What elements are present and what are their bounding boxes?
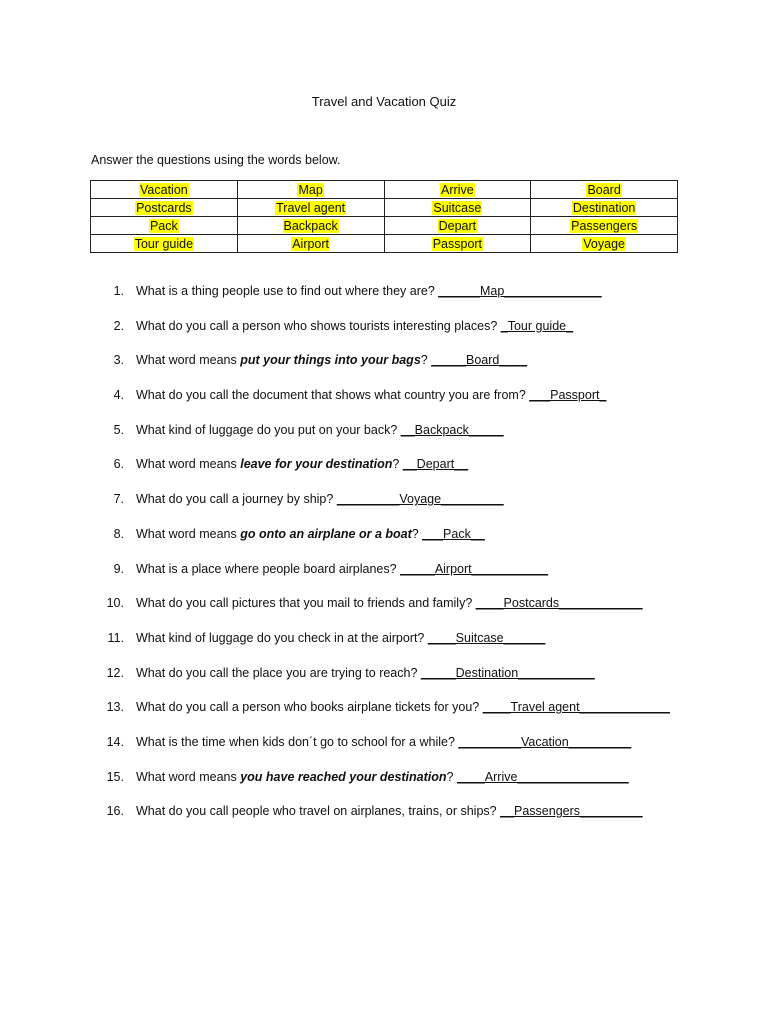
question-text: What do you call people who travel on airplanes, trains, or ships? [136,804,501,819]
question-text: What do you call a person who books airplane tickets for you? [136,700,483,715]
question-body [136,698,670,716]
highlighted-word: Board [587,182,621,197]
question-text: What is the time when kids don´t go to school for a while? [136,734,459,749]
answer-blank: __Backpack_____ [400,422,504,437]
highlighted-word: Postcards [136,200,192,215]
question-body [136,317,573,335]
answer-blank: _________Voyage_________ [336,492,504,507]
highlighted-word: Passport [432,236,483,251]
word-bank-table [90,180,678,253]
word-bank-row [91,181,678,199]
question-text: What word means [136,769,241,784]
question-body [136,664,595,682]
question-number: 4. [113,388,124,403]
question-number: 15. [106,769,124,784]
question-text-end: ? [411,526,423,541]
question-number: 6. [113,457,124,472]
answer-blank: _Tour guide_ [500,318,574,333]
question-item [0,490,768,525]
question-text: What kind of luggage do you check in at the airport? [136,630,428,645]
highlighted-word: Destination [572,200,636,215]
question-emphasis: go onto an airplane or a boat [240,526,412,541]
question-number: 7. [113,492,124,507]
highlighted-word: Voyage [583,236,625,251]
answer-blank: __Passengers_________ [500,804,643,819]
word-bank-cell [384,199,531,217]
question-text-end: ? [446,769,457,784]
word-bank-cell [531,217,678,235]
answer-blank: _____Destination___________ [420,665,595,680]
question-item [0,768,768,803]
question-text: What is a thing people use to find out where they are? [136,284,439,298]
question-item [0,698,768,733]
question-emphasis: you have reached your destination [240,769,447,784]
question-number: 14. [106,734,124,749]
highlighted-word: Travel agent [276,200,346,215]
question-number: 1. [113,284,124,298]
word-bank-row [91,217,678,235]
question-text: What word means [136,457,241,472]
question-body [136,351,527,369]
question-body [136,560,548,578]
question-item [0,455,768,490]
word-bank-cell [91,199,238,217]
answer-blank: ____Suitcase______ [427,630,546,645]
highlighted-word: Pack [149,218,178,233]
word-bank-cell [384,217,531,235]
highlighted-word: Passengers [571,218,638,233]
question-text: What do you call pictures that you mail to friends and family? [136,596,476,611]
answer-blank: _________Vacation_________ [458,734,632,749]
word-bank-cell [237,235,384,253]
question-text-end: ? [420,353,432,368]
question-number: 10. [106,596,124,611]
question-number: 2. [113,318,124,333]
question-number: 5. [113,422,124,437]
question-item [0,282,768,317]
highlighted-word: Backpack [283,218,338,233]
question-number: 8. [113,526,124,541]
highlighted-word: Arrive [441,182,474,197]
question-body [136,525,485,543]
answer-blank: _____Airport___________ [400,561,549,576]
word-bank-cell [384,235,531,253]
word-bank-cell [91,181,238,199]
answer-blank: ____Travel agent_____________ [482,700,670,715]
question-number: 12. [106,665,124,680]
word-bank-row [91,235,678,253]
question-item [0,351,768,386]
word-bank-cell [531,235,678,253]
question-text: What kind of luggage do you put on your back? [136,422,401,437]
word-bank-row [91,199,678,217]
highlighted-word: Tour guide [134,236,194,251]
question-item [0,317,768,352]
question-body [136,733,631,751]
answer-blank: ___Pack__ [422,526,485,541]
question-text: What do you call a journey by ship? [136,492,337,507]
highlighted-word: Airport [292,236,330,251]
highlighted-word: Suitcase [433,200,482,215]
answer-blank: ___Passport_ [529,388,607,403]
question-emphasis: leave for your destination [240,457,393,472]
word-bank-cell [531,181,678,199]
word-bank-cell [237,181,384,199]
question-item [0,560,768,595]
highlighted-word: Map [298,182,323,197]
answer-blank: _____Board____ [431,353,528,368]
question-number: 11. [107,630,124,645]
question-text-end: ? [392,457,403,472]
question-text: What is a place where people board airplanes? [136,561,401,576]
question-list [0,282,768,837]
word-bank-cell [531,199,678,217]
question-number: 16. [106,804,124,819]
question-item [0,386,768,421]
question-body [136,802,643,820]
question-body [136,629,545,647]
word-bank-cell [91,235,238,253]
highlighted-word: Vacation [140,182,188,197]
question-number: 3. [113,353,124,368]
question-text: What do you call the place you are trying to reach? [136,665,421,680]
question-text: What word means [136,353,241,368]
question-item [0,594,768,629]
question-body [136,768,629,786]
highlighted-word: Depart [438,218,477,233]
question-text: What word means [136,526,241,541]
answer-blank: __Depart__ [402,457,469,472]
word-bank-cell [384,181,531,199]
question-item [0,802,768,837]
question-body [136,594,643,612]
question-body [136,386,606,404]
question-text: What do you call a person who shows tourists interesting places? [136,318,501,333]
word-bank-cell [91,217,238,235]
question-text: What do you call the document that shows what country you are from? [136,388,530,403]
answer-blank: ____Postcards____________ [475,596,643,611]
word-bank-cell [237,217,384,235]
instructions-text: Answer the questions using the words below. [91,153,341,167]
question-emphasis: put your things into your bags [240,353,421,368]
answer-blank: ____Arrive________________ [456,769,629,784]
answer-blank: ______Map______________ [438,284,602,298]
question-body [136,282,602,300]
question-item [0,629,768,664]
question-body [136,455,468,473]
question-item [0,525,768,560]
page-title: Travel and Vacation Quiz [311,94,457,109]
question-item [0,421,768,456]
word-bank-cell [237,199,384,217]
question-item [0,664,768,699]
question-item [0,733,768,768]
question-body [136,421,504,439]
question-body [136,490,504,508]
question-number: 13. [106,700,124,715]
question-number: 9. [113,561,124,576]
